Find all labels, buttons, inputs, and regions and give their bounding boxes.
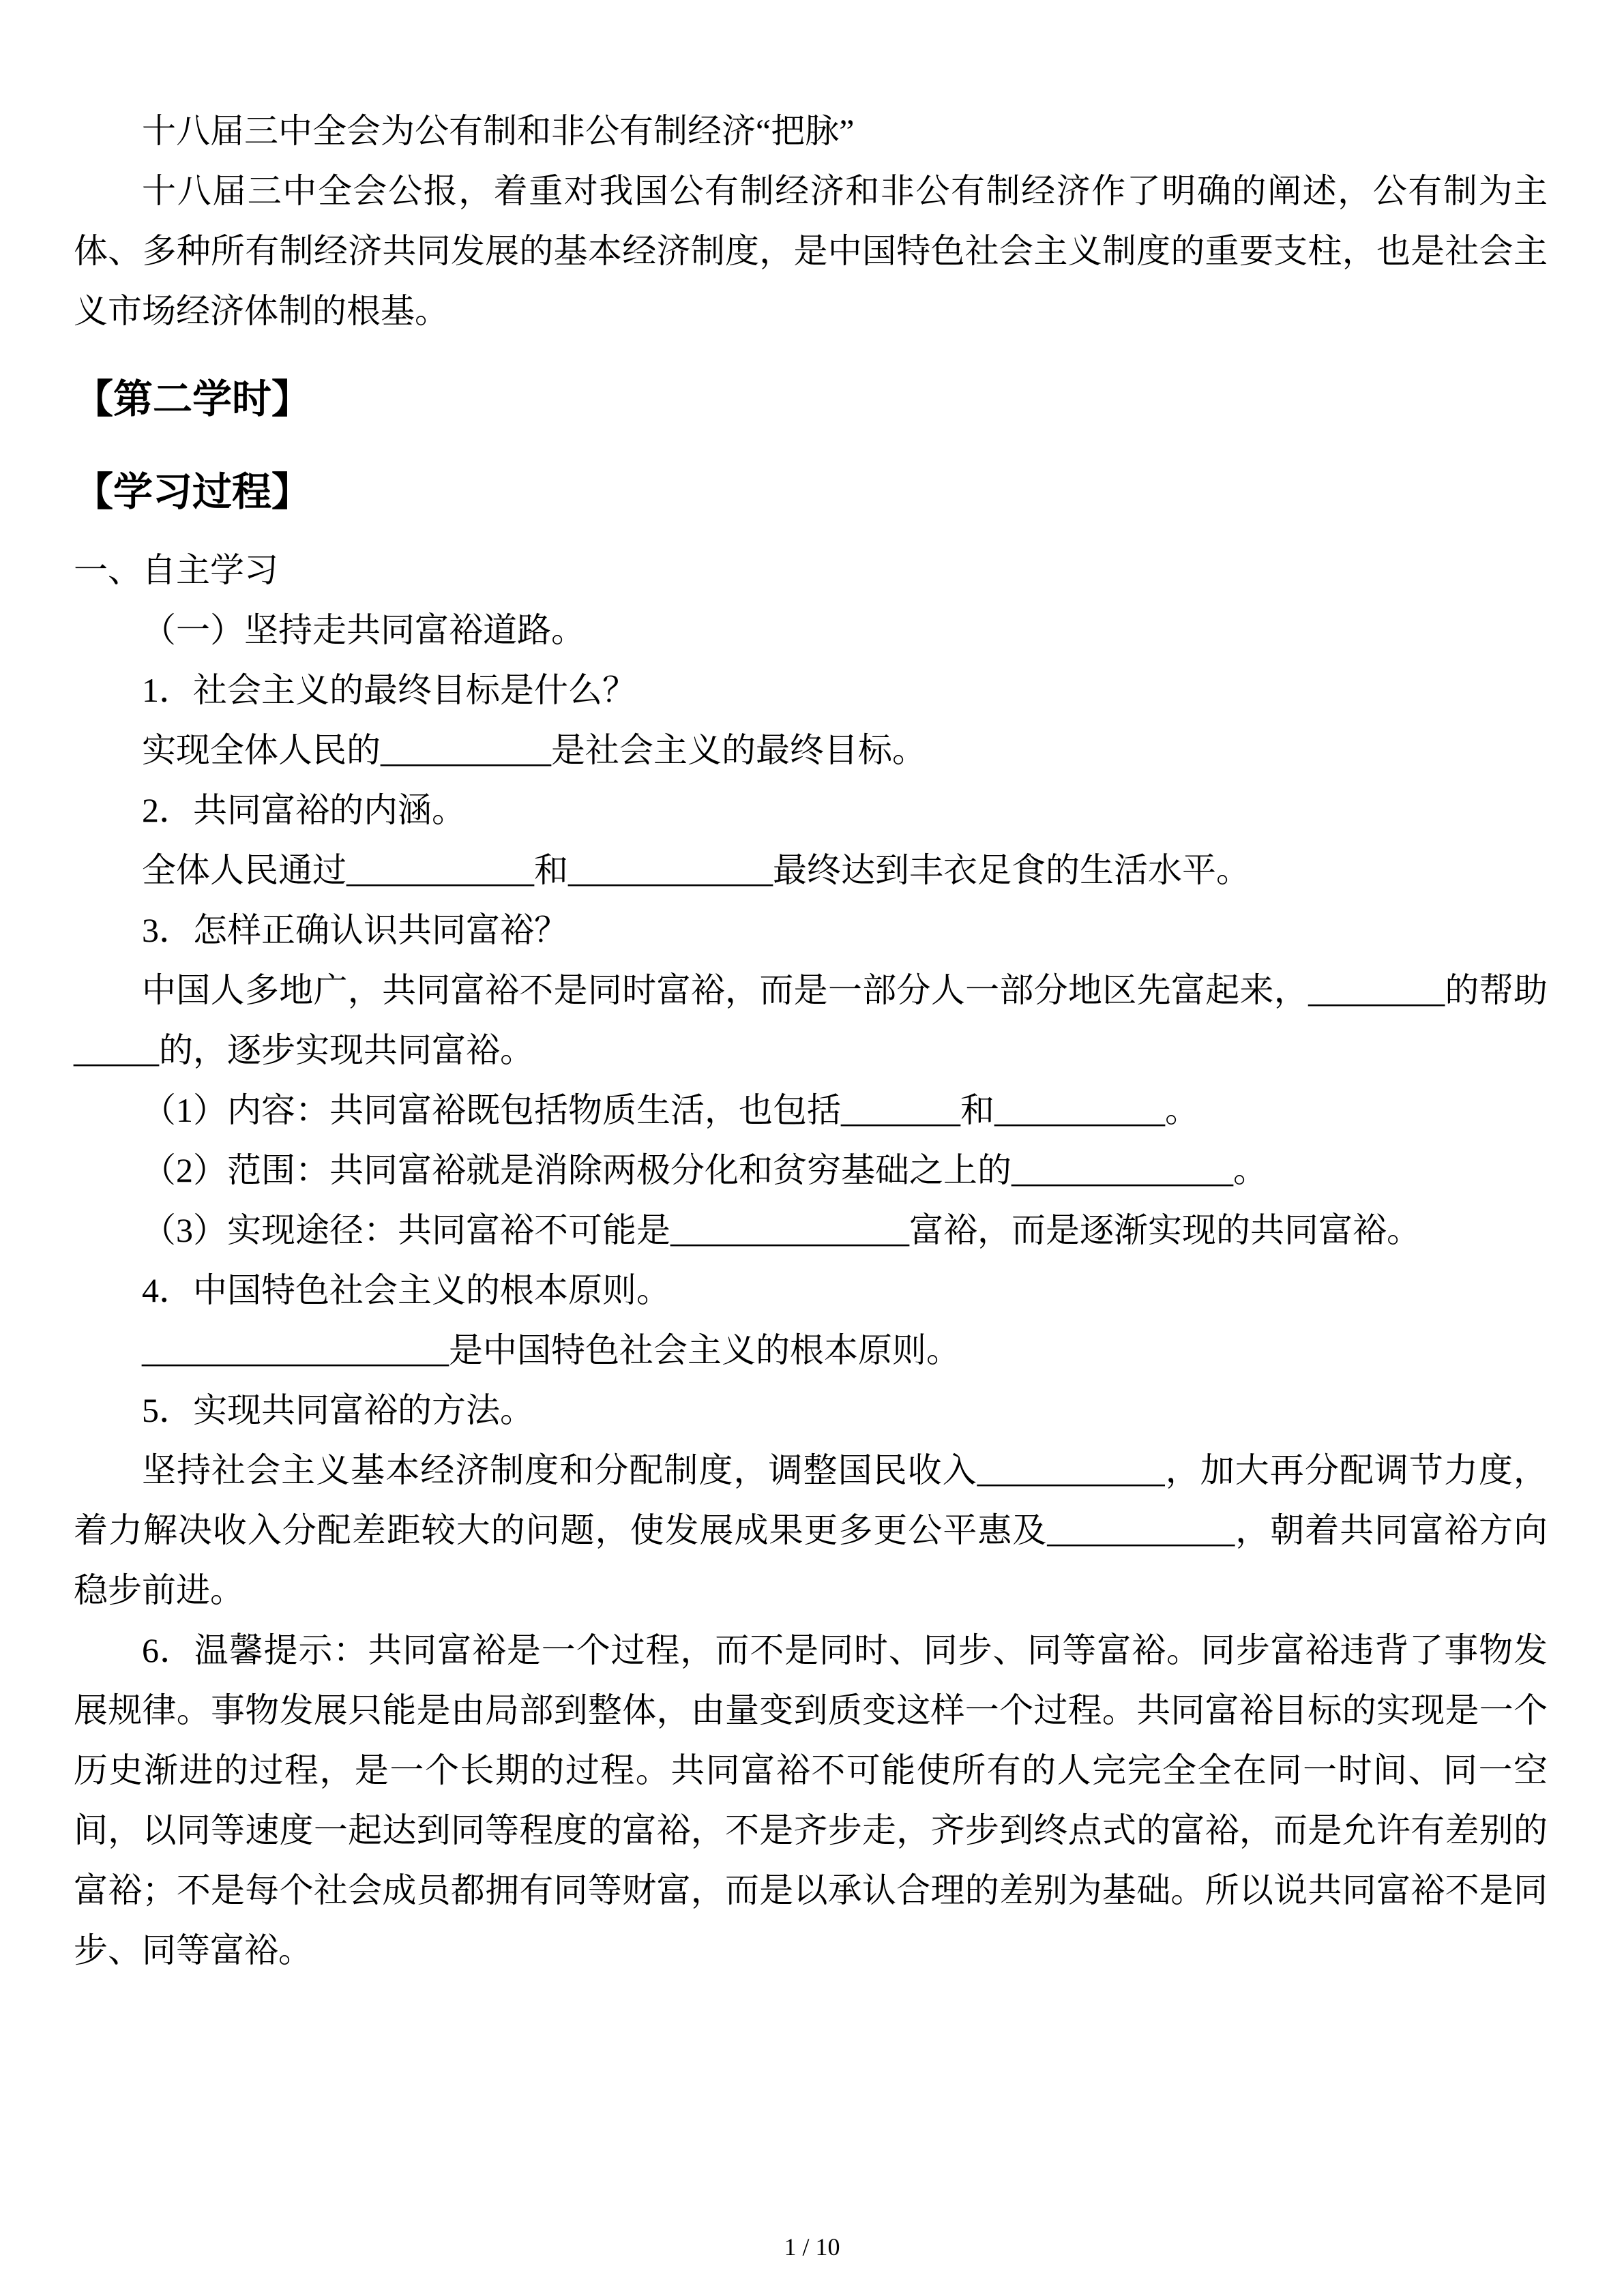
- paragraph-intro: 十八届三中全会公报，着重对我国公有制经济和非公有制经济作了明确的阐述，公有制为主体、多种所有制经济共同发展的基本经济制度，是中国特色社会主义制度的重要支柱，也是社会主义市场经济体制的根基。: [74, 172, 1548, 330]
- list-item: 3．怎样正确认识共同富裕？: [142, 911, 568, 949]
- page-number: 1 / 10: [784, 2233, 840, 2261]
- subsection-heading-self-study: 一、自主学习: [74, 551, 278, 589]
- list-item: 2．共同富裕的内涵。: [142, 791, 466, 829]
- section-heading-second-period: 【第二学时】: [74, 377, 312, 421]
- section-heading-learning-process: 【学习过程】: [74, 470, 312, 514]
- fill-in-blank-line: 全体人民通过___________和____________最终达到丰衣足食的生活水平。: [142, 851, 1250, 889]
- fill-in-blank-line: 坚持社会主义基本经济制度和分配制度，调整国民收入___________，加大再分配调节力度，着力解决收入分配差距较大的问题，使发展成果更多更公平惠及___________，朝着共同富裕方向稳步前进。: [74, 1451, 1548, 1609]
- fill-in-blank-line: 实现全体人民的__________是社会主义的最终目标。: [142, 731, 926, 769]
- fill-in-blank-line: 中国人多地广，共同富裕不是同时富裕，而是一部分人一部分地区先富起来，________的帮助_____的，逐步实现共同富裕。: [74, 971, 1548, 1069]
- list-item: 5．实现共同富裕的方法。: [142, 1391, 534, 1429]
- fill-in-blank-line: （3）实现途径：共同富裕不可能是______________富裕，而是逐渐实现的共同富裕。: [142, 1211, 1421, 1249]
- fill-in-blank-line: （2）范围：共同富裕就是消除两极分化和贫穷基础之上的_____________。: [142, 1151, 1267, 1189]
- list-item: （一）坚持走共同富裕道路。: [142, 611, 585, 649]
- list-item: 4．中国特色社会主义的根本原则。: [142, 1271, 670, 1309]
- paragraph-tip: 6．温馨提示：共同富裕是一个过程，而不是同时、同步、同等富裕。同步富裕违背了事物发展规律。事物发展只能是由局部到整体，由量变到质变这样一个过程。共同富裕目标的实现是一个历史渐进的过程，是一个长期的过程。共同富裕不可能使所有的人完完全全在同一时间、同一空间，以同等速度一起达到同等程度的富裕，不是齐步走，齐步到终点式的富裕，而是允许有差别的富裕；不是每个社会成员都拥有同等财富，而是以承认合理的差别为基础。所以说共同富裕不是同步、同等富裕。: [74, 1631, 1548, 1969]
- fill-in-blank-line: __________________是中国特色社会主义的根本原则。: [142, 1331, 960, 1369]
- fill-in-blank-line: （1）内容：共同富裕既包括物质生活，也包括_______和__________。: [142, 1091, 1199, 1129]
- list-item: 1．社会主义的最终目标是什么？: [142, 671, 636, 709]
- paragraph-title-line: 十八届三中全会为公有制和非公有制经济“把脉”: [142, 112, 855, 150]
